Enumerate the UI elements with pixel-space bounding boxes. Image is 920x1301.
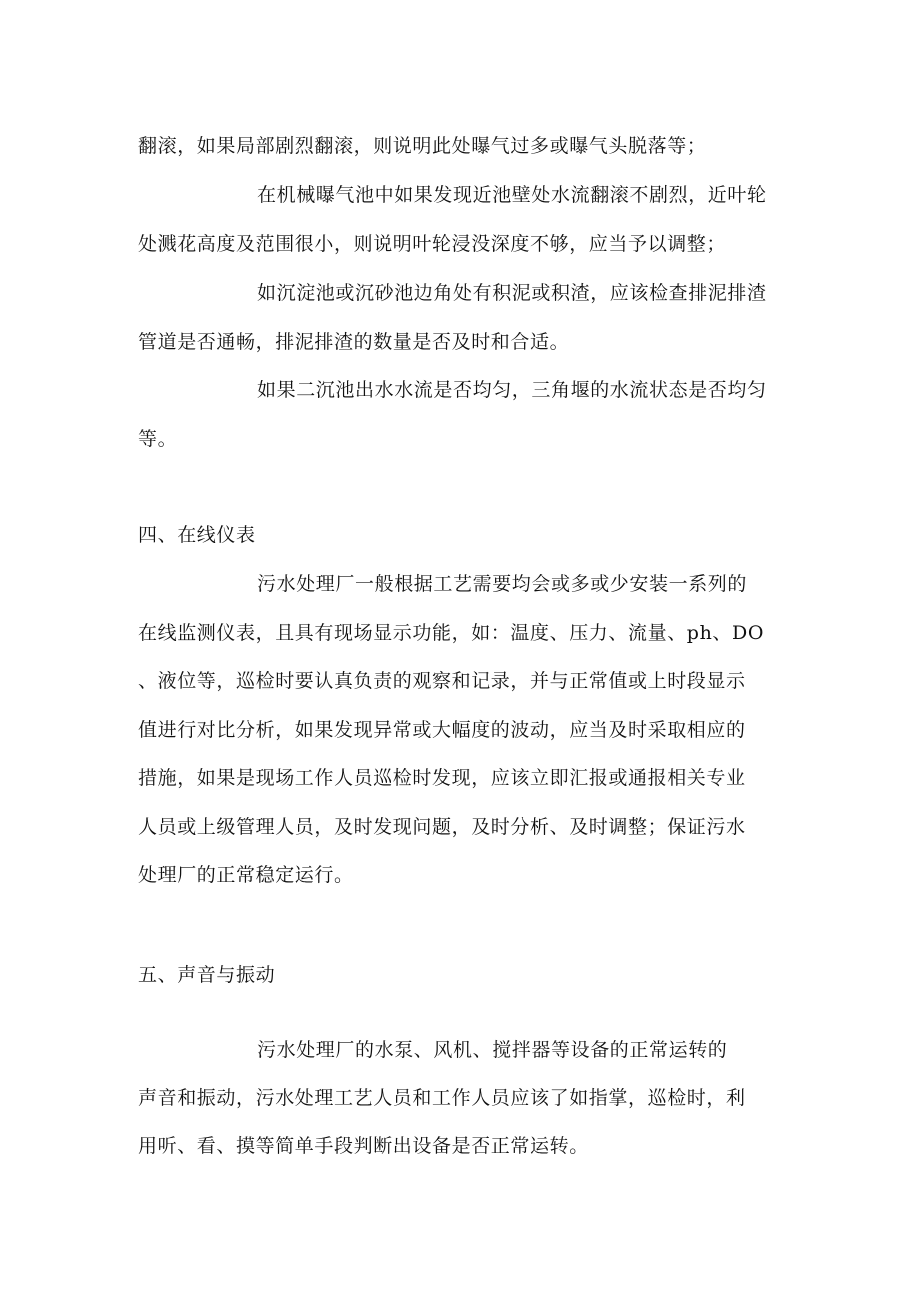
paragraph-line: 人员或上级管理人员，及时发现问题，及时分析、及时调整；保证污水 bbox=[138, 816, 746, 838]
section-heading-online-instruments: 四、在线仪表 bbox=[138, 524, 256, 546]
paragraph-line: 处理厂的正常稳定运行。 bbox=[138, 864, 354, 886]
paragraph-line: 声音和振动，污水处理工艺人员和工作人员应该了如指掌，巡检时，利 bbox=[138, 1087, 746, 1109]
paragraph-line: 翻滚，如果局部剧烈翻滚，则说明此处曝气过多或曝气头脱落等； bbox=[138, 135, 707, 157]
paragraph-line: 在机械曝气池中如果发现近池壁处水流翻滚不剧烈，近叶轮 bbox=[257, 184, 767, 206]
paragraph-line: 在线监测仪表，且具有现场显示功能，如：温度、压力、流量、ph、DO bbox=[138, 622, 765, 644]
paragraph-line: 措施，如果是现场工作人员巡检时发现，应该立即汇报或通报相关专业 bbox=[138, 767, 746, 789]
paragraph-line: 等。 bbox=[138, 428, 178, 450]
paragraph-line: 如果二沉池出水水流是否均匀，三角堰的水流状态是否均匀 bbox=[257, 379, 767, 401]
paragraph-line: 管道是否通畅，排泥排渣的数量是否及时和合适。 bbox=[138, 331, 570, 353]
paragraph-line: 值进行对比分析，如果发现异常或大幅度的波动，应当及时采取相应的 bbox=[138, 719, 746, 741]
paragraph-line: 污水处理厂的水泵、风机、搅拌器等设备的正常运转的 bbox=[257, 1039, 728, 1061]
paragraph-line: 如沉淀池或沉砂池边角处有积泥或积渣，应该检查排泥排渣 bbox=[257, 282, 767, 304]
section-heading-sound-vibration: 五、声音与振动 bbox=[138, 964, 276, 986]
paragraph-line: 污水处理厂一般根据工艺需要均会或多或少安装一系列的 bbox=[257, 573, 748, 595]
paragraph-line: 、液位等，巡检时要认真负责的观察和记录，并与正常值或上时段显示 bbox=[138, 670, 746, 692]
paragraph-line: 用听、看、摸等简单手段判断出设备是否正常运转。 bbox=[138, 1135, 589, 1157]
paragraph-line: 处溅花高度及范围很小，则说明叶轮浸没深度不够，应当予以调整； bbox=[138, 233, 727, 255]
